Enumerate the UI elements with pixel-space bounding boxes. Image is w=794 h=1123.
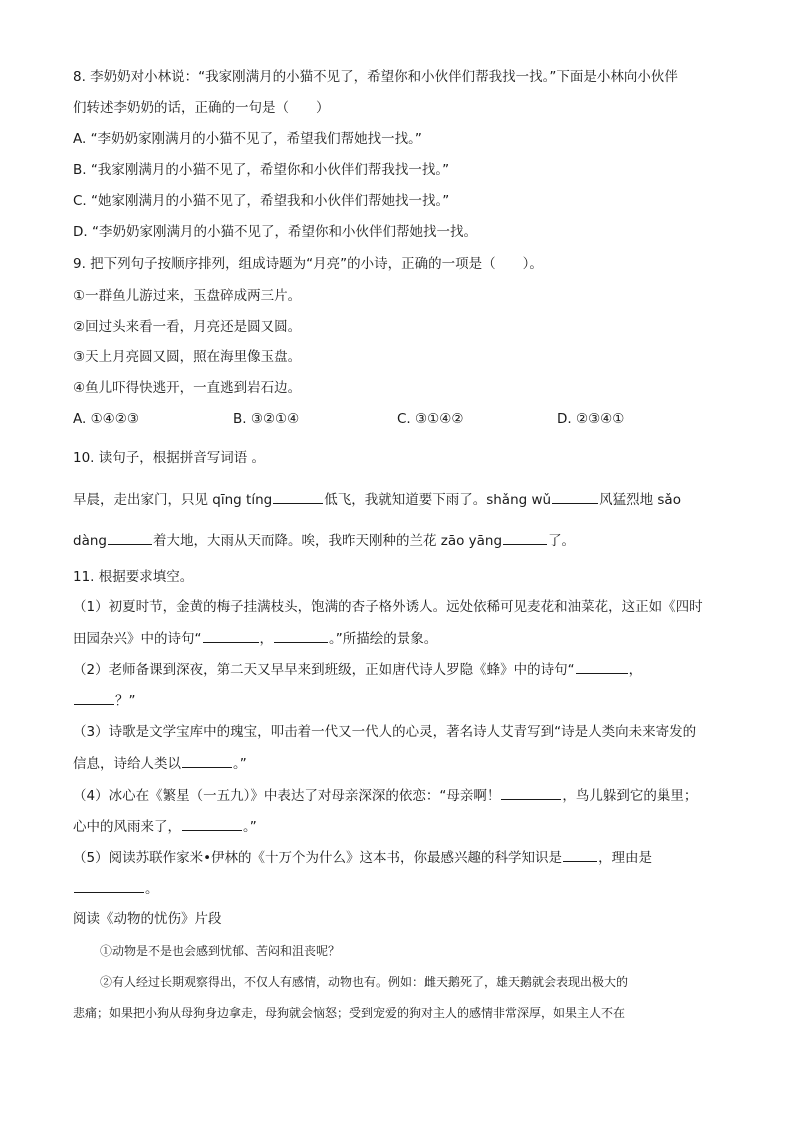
q11-p4-text-c: 心中的风雨来了， bbox=[73, 819, 181, 835]
q11-p3-text-a: 信息，诗给人类以 bbox=[73, 756, 181, 772]
reading-para2-line2: 悲痛；如果把小狗从母狗身边拿走，母狗就会恼怒；受到宠爱的狗对主人的感情非常深厚，如果主人不在 bbox=[73, 1006, 626, 1020]
q9-option-a: A. ①④②③ bbox=[73, 411, 139, 427]
answer-blank-p3[interactable] bbox=[182, 754, 232, 768]
q11-p1-text-b: ， bbox=[259, 631, 273, 647]
reading-title: 阅读《动物的忧伤》片段 bbox=[73, 911, 222, 927]
q10-l1-text-b: 低飞，我就知道要下雨了。shǎng wǔ bbox=[324, 492, 552, 508]
q10-l2-text-a: dàng bbox=[73, 533, 107, 549]
q11-p5-text-b: ，理由是 bbox=[598, 850, 653, 866]
q11-p2-line2 bbox=[73, 691, 136, 710]
q11-p3-line1: （3）诗歌是文学宝库中的瑰宝，叩击着一代又一代人的心灵，著名诗人艾青写到“诗是人类向未来寄发的 bbox=[73, 724, 697, 740]
q11-p4-text-a: （4）冰心在《繁星（一五九）》中表达了对母亲深深的依恋：“母亲啊！ bbox=[73, 788, 501, 804]
q10-l2-text-c: 了。 bbox=[548, 533, 576, 549]
answer-blank-p1-a[interactable] bbox=[203, 629, 259, 643]
q11-p3-text-b: 。” bbox=[233, 756, 247, 772]
q11-p1-line2 bbox=[73, 629, 437, 648]
answer-blank-shangwu[interactable] bbox=[552, 490, 598, 504]
q11-p4-line2 bbox=[73, 817, 257, 836]
q11-p2-text-a: （2）老师备课到深夜，第二天又早早来到班级，正如唐代诗人罗隐《蜂》中的诗句“ bbox=[73, 662, 575, 678]
q8-option-c: C. “她家刚满月的小猫不见了，希望我和小伙伴们帮她找一找。” bbox=[73, 193, 450, 209]
q11-stem: 11. 根据要求填空。 bbox=[73, 569, 194, 585]
q8-option-a: A. “李奶奶家刚满月的小猫不见了，希望我们帮她找一找。” bbox=[73, 131, 422, 147]
q11-p5-line2 bbox=[73, 879, 159, 898]
answer-blank-qingting[interactable] bbox=[273, 490, 323, 504]
q9-stem: 9. 把下列句子按顺序排列，组成诗题为“月亮”的小诗，正确的一项是（ ）。 bbox=[73, 256, 543, 272]
q10-line1 bbox=[73, 490, 681, 509]
q8-stem-line2: 们转述李奶奶的话，正确的一句是（ ） bbox=[73, 100, 330, 116]
q11-p1-text-a: 田园杂兴》中的诗句“ bbox=[73, 631, 202, 647]
q10-l1-text-c: 风猛烈地 sǎo bbox=[599, 492, 681, 508]
q9-option-c: C. ③①④② bbox=[397, 411, 464, 427]
q10-l2-text-b: 着大地，大雨从天而降。唉，我昨天刚种的兰花 zāo yāng bbox=[152, 533, 503, 549]
q8-option-d: D. “李奶奶家刚满月的小猫不见了，希望你和小伙伴们帮她找一找。 bbox=[73, 224, 477, 240]
answer-blank-zaoyang[interactable] bbox=[503, 531, 547, 545]
answer-blank-p5-b[interactable] bbox=[74, 879, 144, 893]
q9-option-d: D. ②③④① bbox=[557, 411, 625, 427]
q9-line-4: ④鱼儿吓得快逃开，一直逃到岩石边。 bbox=[73, 380, 302, 396]
q10-l1-text-a: 早晨，走出家门，只见 qīng tíng bbox=[73, 492, 273, 508]
q10-line2 bbox=[73, 531, 575, 550]
q11-p1-line1: （1）初夏时节，金黄的梅子挂满枝头，饱满的杏子格外诱人。远处依稀可见麦花和油菜花，这正如《四时 bbox=[73, 599, 703, 615]
q11-p4-line1 bbox=[73, 786, 697, 805]
q11-p5-text-c: 。 bbox=[145, 881, 159, 897]
q11-p2-text-c: ？” bbox=[115, 693, 136, 709]
q11-p3-line2 bbox=[73, 754, 247, 773]
q11-p5-line1 bbox=[73, 848, 652, 867]
q11-p4-text-b: ，鸟儿躲到它的巢里； bbox=[562, 788, 698, 804]
answer-blank-p1-b[interactable] bbox=[274, 629, 328, 643]
q9-line-3: ③天上月亮圆又圆，照在海里像玉盘。 bbox=[73, 349, 302, 365]
answer-blank-p2-a[interactable] bbox=[576, 660, 628, 674]
q11-p2-text-b: ， bbox=[628, 662, 643, 678]
reading-para2-line1: ②有人经过长期观察得出，不仅人有感情，动物也有。例如：雌天鹅死了，雄天鹅就会表现出极大的 bbox=[100, 975, 629, 989]
answer-blank-p2-b[interactable] bbox=[74, 691, 114, 705]
q9-line-2: ②回过头来看一看，月亮还是圆又圆。 bbox=[73, 319, 302, 335]
answer-blank-p5-a[interactable] bbox=[563, 848, 597, 862]
q9-line-1: ①一群鱼儿游过来，玉盘碎成两三片。 bbox=[73, 288, 302, 304]
q11-p2-line1 bbox=[73, 660, 642, 679]
answer-blank-saodang[interactable] bbox=[108, 531, 152, 545]
q8-stem-line1: 8. 李奶奶对小林说：“我家刚满月的小猫不见了，希望你和小伙伴们帮我找一找。”下面是小林向小伙伴 bbox=[73, 69, 678, 85]
q8-option-b: B. “我家刚满月的小猫不见了，希望你和小伙伴们帮我找一找。” bbox=[73, 162, 450, 178]
answer-blank-p4-a[interactable] bbox=[501, 786, 561, 800]
q11-p1-text-c: 。”所描绘的景象。 bbox=[329, 631, 438, 647]
q11-p5-text-a: （5）阅读苏联作家米•伊林的《十万个为什么》这本书，你最感兴趣的科学知识是 bbox=[73, 850, 563, 866]
q9-option-b: B. ③②①④ bbox=[233, 411, 300, 427]
answer-blank-p4-b[interactable] bbox=[182, 817, 242, 831]
q11-p4-text-d: 。” bbox=[243, 819, 257, 835]
q10-stem: 10. 读句子，根据拼音写词语 。 bbox=[73, 450, 266, 466]
reading-para1: ①动物是不是也会感到忧郁、苦闷和沮丧呢？ bbox=[100, 944, 341, 958]
